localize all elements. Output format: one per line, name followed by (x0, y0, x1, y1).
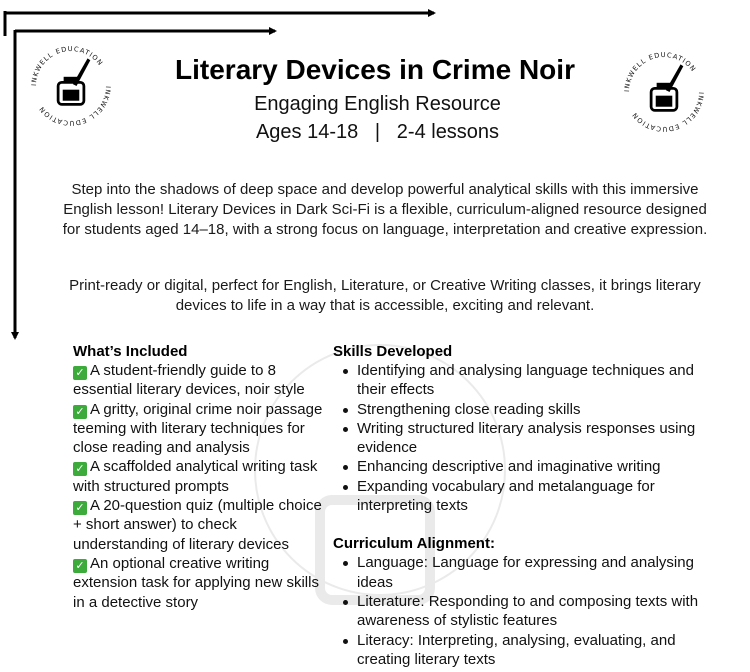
check-mark-icon: ✓ (73, 501, 87, 515)
list-item: ✓ A scaffolded analytical writing task with structured prompts (73, 458, 318, 495)
svg-text:INKWELL EDUCATION: INKWELL EDUCATION (623, 51, 698, 93)
check-mark-icon: ✓ (73, 462, 87, 476)
page-title: Literary Devices in Crime Noir (175, 54, 575, 85)
ages-label: Ages 14-18 (255, 121, 359, 143)
check-mark-icon: ✓ (73, 366, 87, 380)
list-item: ✓ A gritty, original crime noir passage teeming with literary techniques for close reading and analysis (73, 400, 323, 457)
skills-heading: Skills Developed (333, 343, 453, 360)
check-mark-icon: ✓ (73, 405, 87, 419)
curriculum-list (333, 553, 708, 669)
list-item: Writing structured literary analysis responses using evidence (333, 419, 708, 458)
skills-section (333, 342, 708, 669)
list-item: Literature: Responding to and composing texts with awareness of stylistic features (333, 592, 708, 631)
list-item: ✓ An optional creative writing extension task for applying new skills in a detective story (73, 554, 319, 611)
list-item: Identifying and analysing language techniques and their effects (333, 361, 708, 400)
whats-included-heading: What’s Included (73, 343, 188, 360)
list-item: Enhancing descriptive and imaginative writing (333, 457, 708, 476)
list-item: ✓ A student-friendly guide to 8 essential literary devices, noir style (73, 362, 305, 399)
separator: | (374, 121, 381, 143)
format-paragraph: Print-ready or digital, perfect for English, Literature, or Creative Writing classes, it brings literary devices to life in a way that is accessible, exciting and relevant. (69, 277, 701, 314)
list-item: Expanding vocabulary and metalanguage for interpreting texts (333, 477, 708, 516)
curriculum-heading: Curriculum Alignment: (333, 535, 495, 553)
list-item: Literacy: Interpreting, analysing, evaluating, and creating literary texts (333, 631, 708, 670)
list-item: Strengthening close reading skills (333, 400, 708, 419)
audience-line (0, 121, 750, 144)
skills-list (333, 361, 708, 515)
whats-included-section (73, 342, 323, 612)
list-item: Language: Language for expressing and analysing ideas (333, 553, 708, 592)
svg-text:INKWELL EDUCATION: INKWELL EDUCATION (630, 91, 705, 133)
lessons-label: 2-4 lessons (396, 121, 500, 143)
intro-paragraph: Step into the shadows of deep space and develop powerful analytical skills with this immersive English lesson! Literary Devices in Dark Sci-Fi is a flexible, curriculum-aligned resource designed for students aged 14–18, with a strong focus on language, interpretation and creative expression. (62, 181, 708, 238)
list-item: ✓ A 20-question quiz (multiple choice + short answer) to check understanding of literary devices (73, 497, 322, 553)
svg-text:INKWELL EDUCATION: INKWELL EDUCATION (37, 85, 112, 127)
check-mark-icon: ✓ (73, 559, 87, 573)
page-subtitle: Engaging English Resource (254, 93, 501, 115)
svg-text:INKWELL EDUCATION: INKWELL EDUCATION (30, 45, 105, 87)
